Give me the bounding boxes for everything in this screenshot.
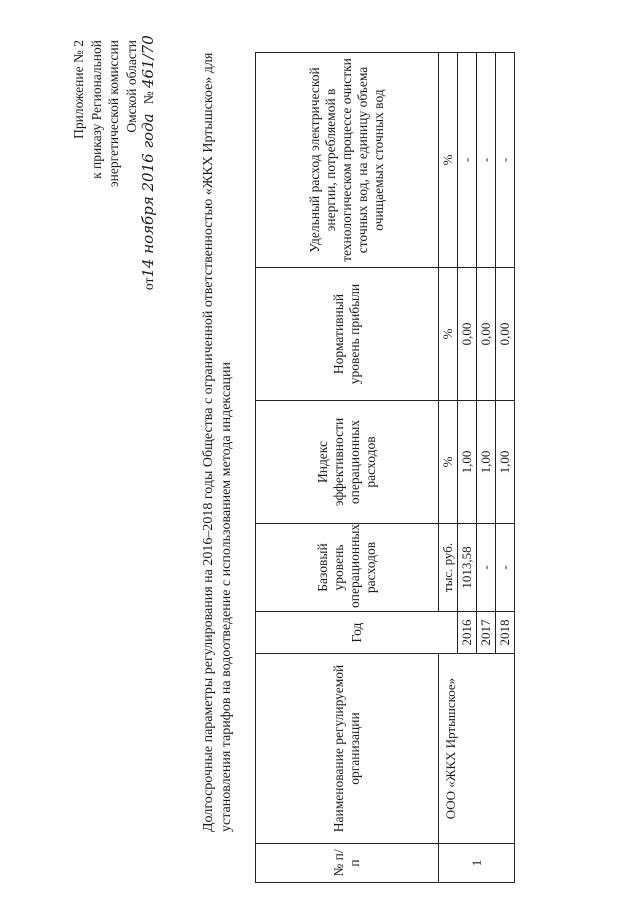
unit-energy: %: [439, 53, 458, 268]
cell-base: 1013,58: [458, 524, 477, 612]
appendix-header: [70, 35, 158, 370]
document-title: Долгосрочные параметры регулирования на 2016–2018 годы Общества с ограниченной ответственностью «ЖКХ Иртышское» для установления тарифов на водоотведение с использованием метода индексации: [201, 52, 234, 832]
unit-base: тыс. руб.: [439, 524, 458, 612]
cell-num: 1: [439, 844, 515, 883]
number-prefix: №: [141, 91, 156, 105]
header-index: Индекс эффективности операционных расходов: [256, 401, 439, 524]
unit-index: %: [439, 401, 458, 524]
cell-base: -: [496, 524, 515, 612]
appendix-date-line: [139, 35, 158, 370]
cell-index: 1,00: [477, 401, 496, 524]
cell-year: 2017: [477, 612, 496, 654]
appendix-line-2: к приказу Региональной: [88, 40, 104, 179]
cell-year: 2016: [458, 612, 477, 654]
table-header-row: [256, 53, 439, 883]
header-profit: Нормативный уровень прибыли: [256, 268, 439, 401]
handwritten-number: 461/70: [139, 35, 157, 88]
handwritten-date: 14 ноября 2016 года: [139, 113, 157, 278]
header-energy: Удельный расход электрической энергии, потребляемой в технологическом процессе очистки сточных вод, на единицу объема очищаемых сточных вод: [256, 53, 439, 268]
header-org: Наименование регулируемой организации: [256, 654, 439, 844]
appendix-line-3: энергетической комиссии: [106, 40, 121, 188]
cell-index: 1,00: [496, 401, 515, 524]
table-units-row: [439, 53, 458, 883]
header-base: Базовый уровень операционных расходов: [256, 524, 439, 612]
cell-energy: -: [458, 53, 477, 268]
cell-base: -: [477, 524, 496, 612]
header-num: № п/п: [256, 844, 439, 883]
cell-year: 2018: [496, 612, 515, 654]
cell-energy: -: [477, 53, 496, 268]
date-prefix: от: [141, 277, 156, 291]
cell-org: ООО «ЖКХ Иртышское»: [439, 654, 515, 844]
cell-profit: 0,00: [496, 268, 515, 401]
parameters-table: [255, 52, 515, 883]
appendix-line-4: Омской области: [123, 40, 139, 133]
header-year: Год: [256, 612, 458, 654]
cell-profit: 0,00: [477, 268, 496, 401]
unit-profit: %: [439, 268, 458, 401]
cell-energy: -: [496, 53, 515, 268]
cell-index: 1,00: [458, 401, 477, 524]
appendix-line-1: Приложение № 2: [71, 40, 86, 139]
cell-profit: 0,00: [458, 268, 477, 401]
